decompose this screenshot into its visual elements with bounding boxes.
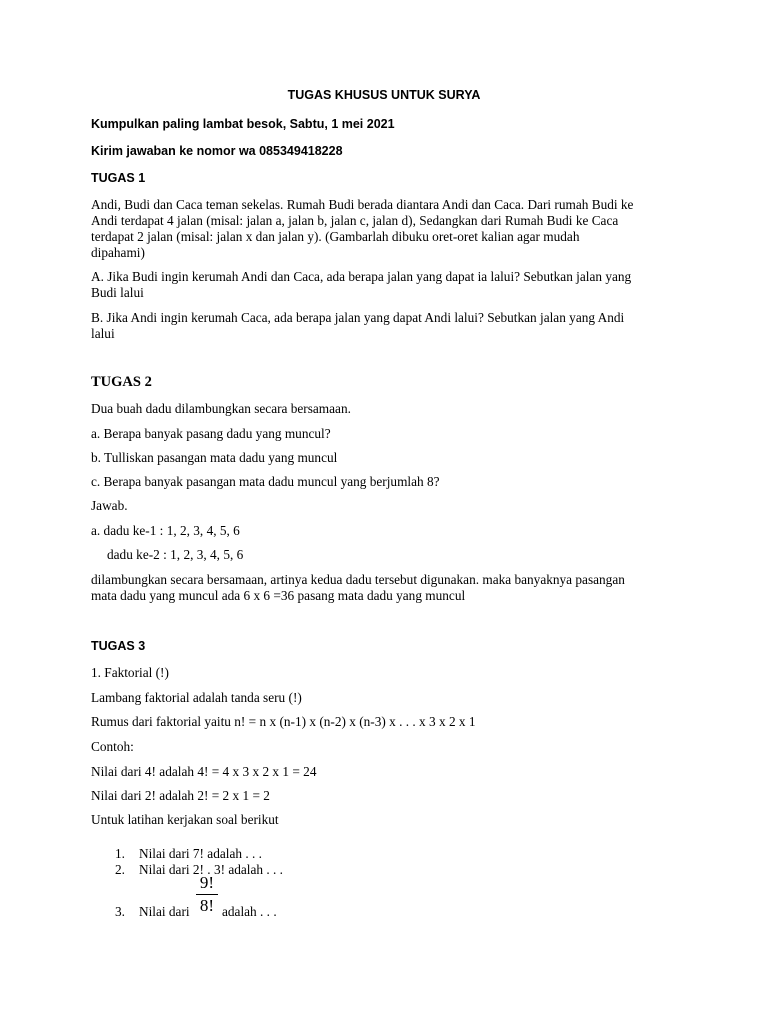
tugas3-line: Nilai dari 4! adalah 4! = 4 x 3 x 2 x 1 = 24 (91, 764, 317, 779)
exercise-text-pre: Nilai dari (139, 904, 190, 919)
tugas3-line: Contoh: (91, 739, 134, 754)
tugas1-heading: TUGAS 1 (91, 171, 146, 185)
exercise-text: Nilai dari 2! . 3! adalah . . . (139, 862, 283, 877)
tugas2-conclusion: mata dadu yang muncul ada 6 x 6 =36 pasang mata dadu yang muncul (91, 588, 466, 603)
tugas1-intro-line: Andi terdapat 4 jalan (misal: jalan a, jalan b, jalan c, jalan d), Sedangkan dari Rumah Budi ke Caca (91, 213, 619, 228)
tugas3-line: Nilai dari 2! adalah 2! = 2 x 1 = 2 (91, 788, 270, 803)
document-title: TUGAS KHUSUS UNTUK SURYA (287, 88, 481, 102)
tugas2-line: c. Berapa banyak pasangan mata dadu muncul yang berjumlah 8? (91, 474, 440, 489)
tugas2-line: b. Tulliskan pasangan mata dadu yang muncul (91, 450, 338, 465)
exercise-number: 1. (115, 846, 125, 861)
tugas3-line: Lambang faktorial adalah tanda seru (!) (91, 690, 302, 705)
tugas2-line: Jawab. (91, 498, 128, 513)
send-to-text: Kirim jawaban ke nomor wa 085349418228 (91, 144, 343, 158)
tugas2-line: a. dadu ke-1 : 1, 2, 3, 4, 5, 6 (91, 523, 240, 538)
tugas1-question-b: B. Jika Andi ingin kerumah Caca, ada berapa jalan yang dapat Andi lalui? Sebutkan jalan yang Andi (91, 310, 625, 325)
exercise-number: 3. (115, 904, 125, 919)
tugas1-intro-line: terdapat 2 jalan (misal: jalan x dan jalan y). (Gambarlah dibuku oret-oret kalian agar mudah (91, 229, 580, 244)
exercise-text-post: adalah . . . (222, 904, 277, 919)
tugas1-intro-line: dipahami) (91, 245, 145, 260)
tugas2-line: a. Berapa banyak pasang dadu yang muncul? (91, 426, 331, 441)
tugas3-line: Untuk latihan kerjakan soal berikut (91, 812, 279, 827)
tugas3-line: Rumus dari faktorial yaitu n! = n x (n-1) x (n-2) x (n-3) x . . . x 3 x 2 x 1 (91, 714, 476, 729)
tugas2-conclusion: dilambungkan secara bersamaan, artinya kedua dadu tersebut digunakan. maka banyaknya pasangan (91, 572, 625, 587)
tugas2-line: Dua buah dadu dilambungkan secara bersamaan. (91, 401, 351, 416)
tugas2-line: dadu ke-2 : 1, 2, 3, 4, 5, 6 (107, 547, 244, 562)
tugas1-question-b: lalui (91, 326, 115, 341)
fraction (196, 874, 218, 915)
tugas1-question-a: Budi lalui (91, 285, 144, 300)
fraction-numerator: 9! (199, 873, 215, 892)
tugas3-line: 1. Faktorial (!) (91, 665, 169, 680)
tugas2-heading: TUGAS 2 (91, 374, 152, 390)
exercise-text: Nilai dari 7! adalah . . . (139, 846, 262, 861)
exercise-number: 2. (115, 862, 125, 877)
tugas3-heading: TUGAS 3 (91, 639, 146, 653)
tugas1-question-a: A. Jika Budi ingin kerumah Andi dan Caca, ada berapa jalan yang dapat ia lalui? Sebutkan jalan yang (91, 269, 632, 284)
fraction-bar (196, 894, 218, 895)
deadline-text: Kumpulkan paling lambat besok, Sabtu, 1 mei 2021 (91, 117, 395, 131)
tugas1-intro-line: Andi, Budi dan Caca teman sekelas. Rumah Budi berada diantara Andi dan Caca. Dari rumah Budi ke (91, 197, 634, 212)
fraction-denominator: 8! (199, 896, 215, 915)
